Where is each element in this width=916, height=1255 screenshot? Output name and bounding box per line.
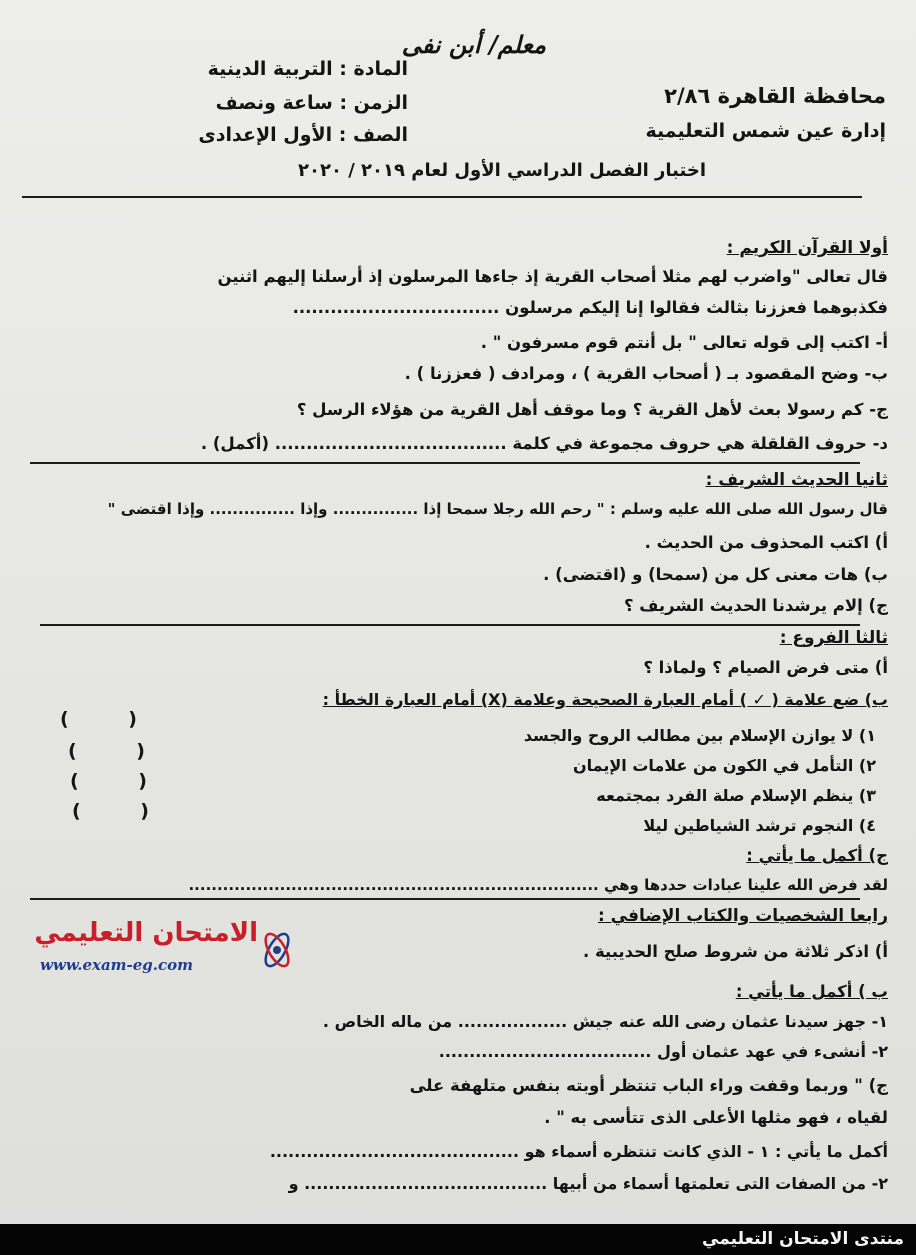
subject-field: المادة : التربية الدينية [207, 58, 408, 80]
answer-box-2: ( ) [68, 740, 145, 762]
q3-title: ثالثا الفروع : [779, 628, 888, 648]
q2-part-c: ج) إلام يرشدنا الحديث الشريف ؟ [623, 596, 888, 615]
q4-part-d2: ٢- من الصفات التى تعلمتها أسماء من أبيها ........................................ و [288, 1174, 888, 1193]
footer-text: منتدى الامتحان التعليمي [702, 1229, 904, 1249]
answer-box-3: ( ) [70, 770, 147, 792]
q1-verse-line2: فكذبوهما فعززنا بثالث فقالوا إنا إليكم مرسلون ................................. [292, 298, 888, 317]
q4-part-c-line1: ج) " وربما وقفت وراء الباب تنتظر أوبته بنفس متلهفة على [409, 1076, 888, 1095]
q3-item-3: ٣) ينظم الإسلام صلة الفرد بمجتمعه [596, 786, 876, 805]
q1-part-a: أ- اكتب إلى قوله تعالى " بل أنتم قوم مسرفون " . [480, 333, 888, 352]
q3-part-c-line: لقد فرض الله علينا عبادات حددها وهي ........................................................................ [188, 876, 888, 894]
q2-part-a: أ) اكتب المحذوف من الحديث . [644, 533, 888, 552]
teacher-handwritten-note: معلم/ أبن نفى [401, 30, 546, 59]
governorate: محافظة القاهرة ٢/٨٦ [664, 84, 886, 108]
q4-part-b2: ٢- أنشىء في عهد عثمان أول ................................... [438, 1042, 888, 1061]
watermark-url: www.exam-eg.com [40, 956, 194, 974]
watermark [34, 916, 300, 986]
q3-part-a: أ) متى فرض الصيام ؟ ولماذا ؟ [643, 658, 888, 677]
grade-field: الصف : الأول الإعدادى [198, 124, 408, 146]
q4-part-b1: ١- جهز سيدنا عثمان رضى الله عنه جيش .................. من ماله الخاص . [322, 1012, 888, 1031]
answer-box-1: ( ) [60, 708, 137, 730]
q1-verse-line1: قال تعالى "واضرب لهم مثلا أصحاب القرية إذ جاءها المرسلون إذ أرسلنا إليهم اثنين [217, 267, 888, 286]
q1-part-b: ب- وضح المقصود بـ ( أصحاب القرية ) ، ومرادف ( فعززنا ) . [404, 364, 888, 383]
q3-divider [30, 898, 860, 900]
q4-part-b: ب ) أكمل ما يأتي : [735, 982, 888, 1001]
q1-divider [30, 462, 860, 464]
q1-part-d: د- حروف القلقلة هي حروف مجموعة في كلمة ..................................... (أكمل) . [200, 434, 888, 453]
administration: إدارة عين شمس التعليمية [645, 120, 886, 142]
answer-box-4: ( ) [72, 800, 149, 822]
q3-part-c: ج) أكمل ما يأتي : [746, 846, 888, 865]
q2-divider [40, 624, 860, 626]
q3-item-1: ١) لا يوازن الإسلام بين مطالب الروح والجسد [523, 726, 876, 745]
atom-logo-icon [256, 920, 298, 980]
q4-part-d1: أكمل ما يأتي : ١ - الذي كانت تنتظره أسماء هو ......................................... [269, 1142, 888, 1161]
q2-title: ثانيا الحديث الشريف : [705, 470, 888, 490]
q2-part-b: ب) هات معنى كل من (سمحا) و (اقتضى) . [543, 565, 888, 584]
watermark-name: الامتحان التعليمي [34, 918, 258, 948]
exam-title: اختبار الفصل الدراسي الأول لعام ٢٠١٩ / ٢٠٢٠ [297, 160, 706, 181]
q1-part-c: ج- كم رسولا بعث لأهل القرية ؟ وما موقف أهل القرية من هؤلاء الرسل ؟ [296, 400, 888, 419]
q1-title: أولا القرآن الكريم : [726, 238, 888, 258]
header-divider [22, 196, 862, 198]
q3-part-b: ب) ضع علامة ( ✓ ) أمام العبارة الصحيحة وعلامة (X) أمام العبارة الخطأ : [322, 690, 888, 709]
q4-title: رابعا الشخصيات والكتاب الإضافي : [597, 906, 888, 926]
footer-bar [0, 1224, 916, 1255]
q3-item-2: ٢) التأمل في الكون من علامات الإيمان [572, 756, 876, 775]
q3-item-4: ٤) النجوم ترشد الشياطين ليلا [643, 816, 876, 835]
q4-part-a: أ) اذكر ثلاثة من شروط صلح الحديبية . [582, 942, 888, 961]
duration-field: الزمن : ساعة ونصف [215, 92, 408, 114]
q2-hadith: قال رسول الله صلى الله عليه وسلم : " رحم الله رجلا سمحا إذا ............... وإذا ............... وإذا اقتضى " [107, 500, 888, 518]
q4-part-c-line2: لقياه ، فهو مثلها الأعلى الذى تتأسى به " . [544, 1108, 888, 1127]
